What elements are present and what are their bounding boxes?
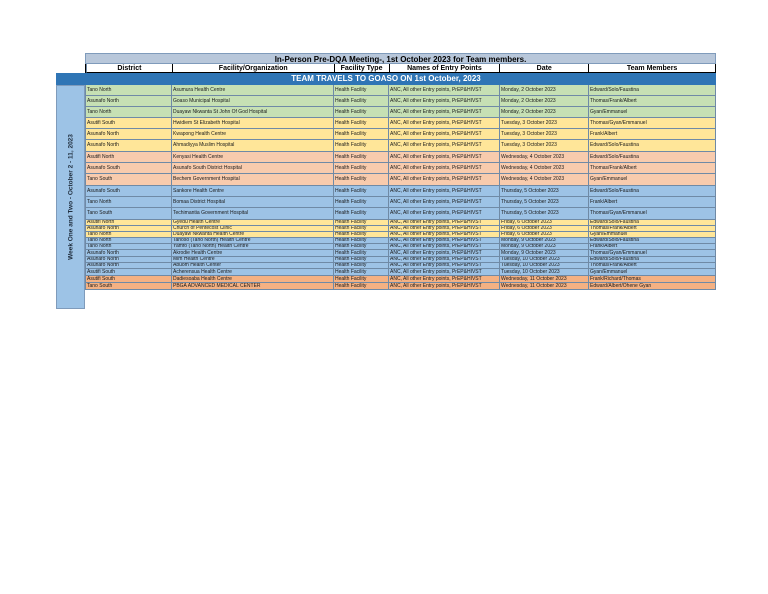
facility-type-cell[interactable]: Health Facility [334,174,389,185]
facility-type-cell[interactable]: Health Facility [334,257,389,262]
team-members-cell[interactable]: Edward/Solo/Faustina [589,152,716,162]
date-cell[interactable]: Thursday, 5 October 2023 [500,197,589,207]
entry-points-cell[interactable]: ANC, All other Entry points, PrEP&HIVST [389,197,500,207]
header-row [85,64,716,73]
team-members-cell[interactable]: Edward/Solo/Faustina [589,186,716,196]
district-cell[interactable]: Tano North [85,232,172,237]
date-cell[interactable]: Wednesday, 4 October 2023 [500,163,589,173]
header-team-members[interactable]: Team Members [589,64,716,73]
team-members-cell[interactable]: Thomas/Gyan/Emmanuel [589,250,716,256]
district-cell[interactable]: Asunafo North [85,129,172,139]
district-cell[interactable]: Tano North [85,107,172,117]
entry-points-cell[interactable]: ANC, All other Entry points, PrEP&HIVST [389,152,500,162]
team-members-cell[interactable]: Frank/Richard/Thomas [589,276,716,282]
date-cell[interactable]: Monday, 9 October 2023 [500,238,589,243]
facility-cell[interactable]: Akrodie Health Centre [172,250,334,256]
facility-type-cell[interactable]: Health Facility [334,269,389,275]
entry-points-cell[interactable]: ANC, All other Entry points, PrEP&HIVST [389,238,500,243]
entry-points-cell[interactable]: ANC, All other Entry points, PrEP&HIVST [389,244,500,249]
facility-type-cell[interactable]: Health Facility [334,118,389,128]
entry-points-cell[interactable]: ANC, All other Entry points, PrEP&HIVST [389,283,500,289]
district-cell[interactable]: Asunafo North [85,250,172,256]
week-side-label-text: Week One and Two - October 2 - 11, 2023 [67,134,74,260]
facility-cell[interactable]: Bomaa District Hospital [172,197,334,207]
header-facility[interactable]: Facility/Organization [173,64,335,73]
date-cell[interactable]: Tuesday, 10 October 2023 [500,263,589,268]
table-row [85,152,716,163]
date-cell[interactable]: Monday, 2 October 2023 [500,107,589,117]
date-cell[interactable]: Wednesday, 4 October 2023 [500,152,589,162]
facility-type-cell[interactable]: Health Facility [334,283,389,289]
team-members-cell[interactable]: Edward/Albert/Ohene Gyan [589,283,716,289]
district-cell[interactable]: Asunafo South [85,186,172,196]
district-cell[interactable]: Asunafo North [85,257,172,262]
table-row [85,269,716,276]
facility-cell[interactable]: Dadiesoaba Health Centre [172,276,334,282]
table-row [85,186,716,197]
district-cell[interactable]: Asunafo North [85,263,172,268]
facility-type-cell[interactable]: Health Facility [334,220,389,225]
date-cell[interactable]: Wednesday, 4 October 2023 [500,174,589,185]
entry-points-cell[interactable]: ANC, All other Entry points, PrEP&HIVST [389,186,500,196]
district-cell[interactable]: Asunafo North [85,140,172,151]
date-cell[interactable]: Monday, 2 October 2023 [500,96,589,106]
entry-points-cell[interactable]: ANC, All other Entry points, PrEP&HIVST [389,232,500,237]
facility-cell[interactable]: PBGA ADVANCED MEDICAL CENTER [172,283,334,289]
date-cell[interactable]: Monday, 9 October 2023 [500,244,589,249]
facility-type-cell[interactable]: Health Facility [334,244,389,249]
team-members-cell[interactable]: Edward/Solo/Faustina [589,220,716,225]
entry-points-cell[interactable]: ANC, All other Entry points, PrEP&HIVST [389,118,500,128]
table-row [85,85,716,96]
facility-cell[interactable]: Acherensua Health Centre [172,269,334,275]
facility-type-cell[interactable]: Health Facility [334,152,389,162]
table-row [85,197,716,208]
date-cell[interactable]: Tuesday, 10 October 2023 [500,269,589,275]
week-side-label [56,85,85,309]
facility-type-cell[interactable]: Health Facility [334,85,389,95]
date-cell[interactable]: Friday, 6 October 2023 [500,232,589,237]
facility-type-cell[interactable]: Health Facility [334,208,389,219]
facility-cell[interactable]: Kwapong Health Centre [172,129,334,139]
facility-cell[interactable]: Bechem Government Hospital [172,174,334,185]
team-members-cell[interactable]: Frank/Albert [589,197,716,207]
header-district[interactable]: District [86,64,173,73]
table-row [85,96,716,107]
facility-cell[interactable]: Asunafo South District Hospital [172,163,334,173]
table-row [85,208,716,220]
date-cell[interactable]: Wednesday, 11 October 2023 [500,283,589,289]
district-cell[interactable]: Tano North [85,197,172,207]
team-members-cell[interactable]: Edward/Solo/Faustina [589,85,716,95]
team-members-cell[interactable]: Thomas/Gyan/Emmanuel [589,118,716,128]
date-cell[interactable]: Wednesday, 11 October 2023 [500,276,589,282]
entry-points-cell[interactable]: ANC, All other Entry points, PrEP&HIVST [389,96,500,106]
entry-points-cell[interactable]: ANC, All other Entry points, PrEP&HIVST [389,257,500,262]
district-cell[interactable]: Tano North [85,244,172,249]
entry-points-cell[interactable]: ANC, All other Entry points, PrEP&HIVST [389,85,500,95]
entry-points-cell[interactable]: ANC, All other Entry points, PrEP&HIVST [389,263,500,268]
facility-cell[interactable]: Goaso Municipal Hospital [172,96,334,106]
facility-type-cell[interactable]: Health Facility [334,250,389,256]
team-members-cell[interactable]: Thomas/Frank/Albert [589,226,716,231]
district-cell[interactable]: Asunafo North [85,96,172,106]
district-cell[interactable]: Asutifi North [85,220,172,225]
facility-type-cell[interactable]: Health Facility [334,226,389,231]
district-cell[interactable]: Asutifi North [85,152,172,162]
entry-points-cell[interactable]: ANC, All other Entry points, PrEP&HIVST [389,140,500,151]
facility-cell[interactable]: Abuom Health Center [172,263,334,268]
facility-cell[interactable]: Duayaw Nkwanta St John Of God Hospital [172,107,334,117]
facility-cell[interactable]: Kenyasi Health Centre [172,152,334,162]
date-cell[interactable]: Friday, 6 October 2023 [500,220,589,225]
team-members-cell[interactable]: Edward/Solo/Faustina [589,140,716,151]
facility-cell[interactable]: Tanoso (Tano North) Health Centre [172,238,334,243]
date-cell[interactable]: Tuesday, 3 October 2023 [500,129,589,139]
team-members-cell[interactable]: Edward/Solo/Faustina [589,257,716,262]
entry-points-cell[interactable]: ANC, All other Entry points, PrEP&HIVST [389,226,500,231]
table-row [85,174,716,186]
facility-cell[interactable]: Sankore Health Centre [172,186,334,196]
table-row [85,163,716,174]
district-cell[interactable]: Asutifi South [85,269,172,275]
facility-type-cell[interactable]: Health Facility [334,186,389,196]
district-cell[interactable]: Asutifi South [85,276,172,282]
entry-points-cell[interactable]: ANC, All other Entry points, PrEP&HIVST [389,208,500,219]
date-cell[interactable]: Friday, 6 October 2023 [500,226,589,231]
table-row [85,129,716,140]
date-cell[interactable]: Thursday, 5 October 2023 [500,208,589,219]
district-cell[interactable]: Tano South [85,174,172,185]
table-row [85,107,716,118]
entry-points-cell[interactable]: ANC, All other Entry points, PrEP&HIVST [389,107,500,117]
table-row [85,276,716,283]
header-facility-type[interactable]: Facility Type [335,64,390,73]
facility-type-cell[interactable]: Health Facility [334,163,389,173]
team-members-cell[interactable]: Frank/Albert [589,244,716,249]
team-members-cell[interactable]: Thomas/Gyan/Emmanuel [589,208,716,219]
facility-type-cell[interactable]: Health Facility [334,197,389,207]
table-row [85,283,716,290]
date-cell[interactable]: Monday, 2 October 2023 [500,85,589,95]
facility-cell[interactable]: Techimantia Government Hospital [172,208,334,219]
district-cell[interactable]: Tano North [85,238,172,243]
team-members-cell[interactable]: Thomas/Frank/Albert [589,263,716,268]
facility-type-cell[interactable]: Health Facility [334,96,389,106]
date-cell[interactable]: Monday, 9 October 2023 [500,250,589,256]
date-cell[interactable]: Thursday, 5 October 2023 [500,186,589,196]
entry-points-cell[interactable]: ANC, All other Entry points, PrEP&HIVST [389,129,500,139]
facility-type-cell[interactable]: Health Facility [334,232,389,237]
schedule-table [85,85,716,290]
facility-type-cell[interactable]: Health Facility [334,276,389,282]
facility-type-cell[interactable]: Health Facility [334,140,389,151]
header-date[interactable]: Date [500,64,589,73]
date-cell[interactable]: Tuesday, 3 October 2023 [500,140,589,151]
date-cell[interactable]: Tuesday, 10 October 2023 [500,257,589,262]
sheet-title: In-Person Pre-DQA Meeting-, 1st October 2023 for Team members. [85,53,716,64]
team-members-cell[interactable]: Thomas/Frank/Albert [589,96,716,106]
header-entry-points[interactable]: Names of Entry Points [390,64,501,73]
facility-cell[interactable]: Yamfo (Tano North) Health Centre [172,244,334,249]
facility-cell[interactable]: Church of Pentecost Clinic [172,226,334,231]
facility-type-cell[interactable]: Health Facility [334,238,389,243]
team-members-cell[interactable]: Gyan/Emmanuel [589,107,716,117]
district-cell[interactable]: Tano South [85,283,172,289]
team-members-cell[interactable]: Frank/Albert [589,129,716,139]
district-cell[interactable]: Tano South [85,208,172,219]
facility-cell[interactable]: Asumura Health Centre [172,85,334,95]
table-row [85,118,716,129]
team-members-cell[interactable]: Gyan/Emmanuel [589,232,716,237]
date-cell[interactable]: Tuesday, 3 October 2023 [500,118,589,128]
facility-cell[interactable]: Gyedu Health Centre [172,220,334,225]
team-members-cell[interactable]: Edward/Solo/Faustina [589,238,716,243]
facility-cell[interactable]: Duayaw Nkwanta Health Centre [172,232,334,237]
district-cell[interactable]: Tano North [85,85,172,95]
district-cell[interactable]: Asunafo South [85,163,172,173]
district-cell[interactable]: Asutifi South [85,118,172,128]
facility-type-cell[interactable]: Health Facility [334,263,389,268]
table-row [85,250,716,257]
entry-points-cell[interactable]: ANC, All other Entry points, PrEP&HIVST [389,276,500,282]
table-row [85,140,716,152]
facility-cell[interactable]: Ahmadiyya Muslim Hospital [172,140,334,151]
entry-points-cell[interactable]: ANC, All other Entry points, PrEP&HIVST [389,220,500,225]
entry-points-cell[interactable]: ANC, All other Entry points, PrEP&HIVST [389,163,500,173]
travel-banner: TEAM TRAVELS TO GOASO ON 1st October, 2023 [56,73,716,85]
entry-points-cell[interactable]: ANC, All other Entry points, PrEP&HIVST [389,174,500,185]
team-members-cell[interactable]: Gyan/Emmanuel [589,269,716,275]
entry-points-cell[interactable]: ANC, All other Entry points, PrEP&HIVST [389,269,500,275]
facility-cell[interactable]: Hwidiem St Elizabeth Hospital [172,118,334,128]
facility-type-cell[interactable]: Health Facility [334,107,389,117]
facility-cell[interactable]: Mim Health Centre [172,257,334,262]
facility-type-cell[interactable]: Health Facility [334,129,389,139]
district-cell[interactable]: Asunafo North [85,226,172,231]
team-members-cell[interactable]: Gyan/Emmanuel [589,174,716,185]
entry-points-cell[interactable]: ANC, All other Entry points, PrEP&HIVST [389,250,500,256]
team-members-cell[interactable]: Thomas/Frank/Albert [589,163,716,173]
